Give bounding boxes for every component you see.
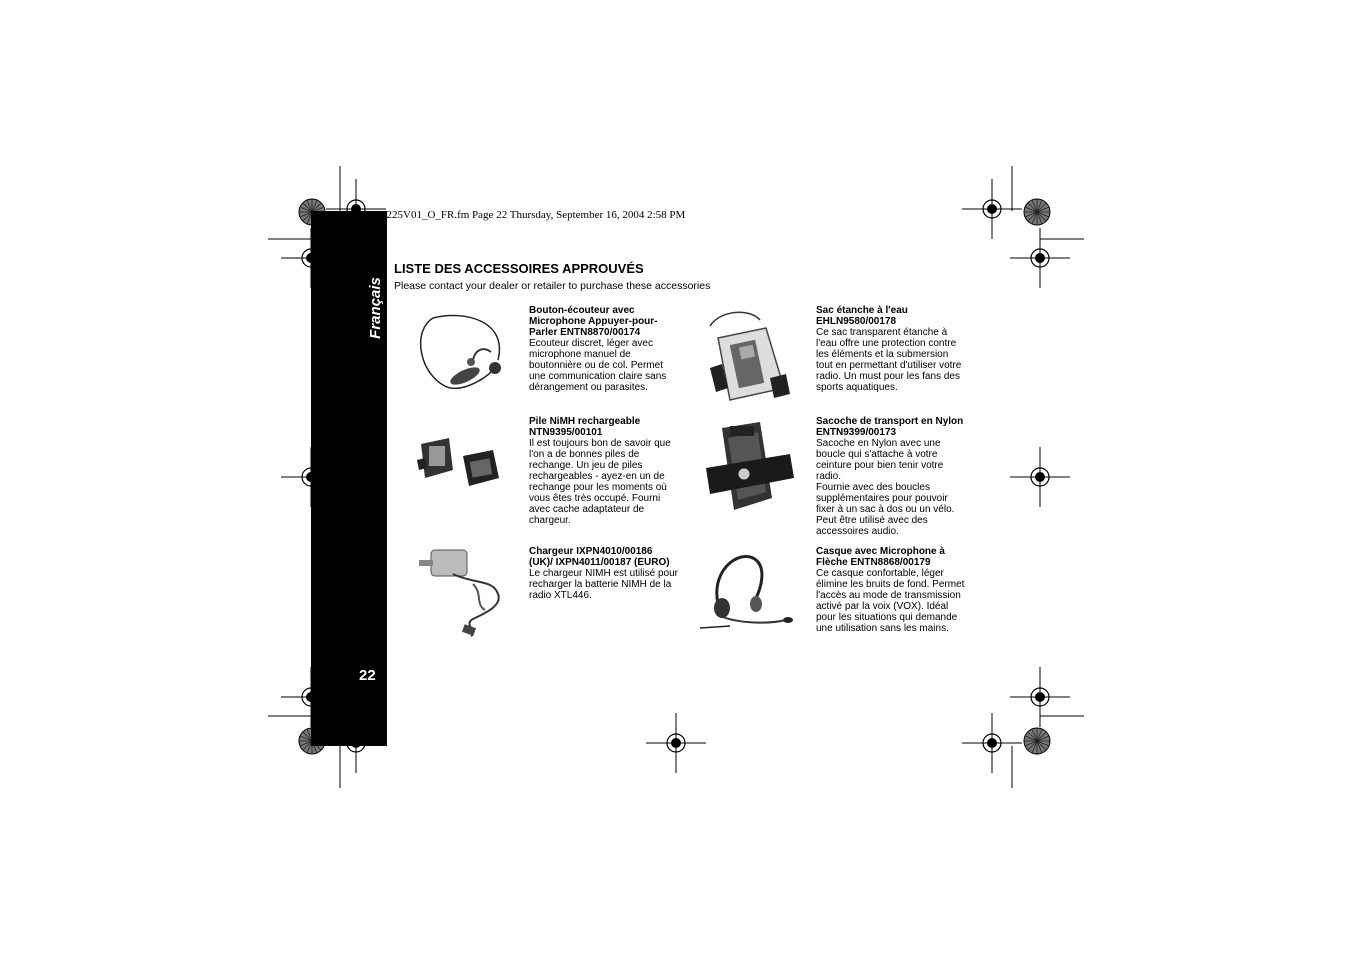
item-description: Ce casque confortable, léger élimine les bruits de fond. Permet l'accès au mode de transmission activé par la voix (VOX). Idéal pour les situations qui demande une utilisation sans les mains. [816,568,965,634]
list-item [816,546,966,634]
item-description: Ce sac transparent étanche à l'eau offre une protection contre les éléments et la submersion tout en permettant d'utiliser votre radio. Un must pour les fans des sports aquatiques. [816,327,962,393]
page-title: LISTE DES ACCESSOIRES APPROUVÉS [394,261,644,276]
list-item [529,416,679,526]
earpiece-microphone-icon [413,310,513,402]
headset-icon [700,546,796,636]
language-side-tab [311,211,387,746]
page-number: 22 [359,667,376,684]
item-name: Pile NiMH rechargeable NTN9395/00101 [529,416,641,438]
waterproof-bag-icon [700,308,796,404]
charger-icon [413,544,513,640]
file-info-header: 364225V01_O_FR.fm Page 22 Thursday, September 16, 2004 2:58 PM [370,209,686,221]
list-item [816,305,966,393]
battery-pack-icon [413,430,513,500]
item-description: Sacoche en Nylon avec une boucle qui s'attache à votre ceinture pour bien tenir votre radio. Fournie avec des boucles supplémentaires pour pouvoir fixer à un sac à dos ou un vélo. Peut être utilisé avec des accessoires audio. [816,438,955,537]
item-name: Chargeur IXPN4010/00186 (UK)/ IXPN4011/00187 (EURO) [529,546,670,568]
carry-case-icon [700,418,796,518]
list-item [529,305,679,393]
item-description: Il est toujours bon de savoir que l'on a de bonnes piles de rechange. Un jeu de piles rechargeables - ayez-en un de rechange pour les moments où vous êtes très occupé. Fourni avec cache adaptateur de chargeur. [529,438,671,526]
item-name: Casque avec Microphone à Flèche ENTN8868/00179 [816,546,945,568]
item-description: Le chargeur NIMH est utilisé pour recharger la batterie NIMH de la radio XTL446. [529,568,678,601]
item-description: Ecouteur discret, léger avec microphone manuel de boutonnière ou de col. Permet une communication claire sans dérangement ou parasites. [529,338,667,393]
language-label: Français [366,277,384,339]
list-item [529,546,679,601]
item-name: Sacoche de transport en Nylon ENTN9399/00173 [816,416,964,438]
page-subtitle: Please contact your dealer or retailer to purchase these accessories [394,280,711,292]
item-name: Sac étanche à l'eau EHLN9580/00178 [816,305,908,327]
list-item [816,416,966,537]
item-name: Bouton-écouteur avec Microphone Appuyer-pour-Parler ENTN8870/00174 [529,305,658,338]
